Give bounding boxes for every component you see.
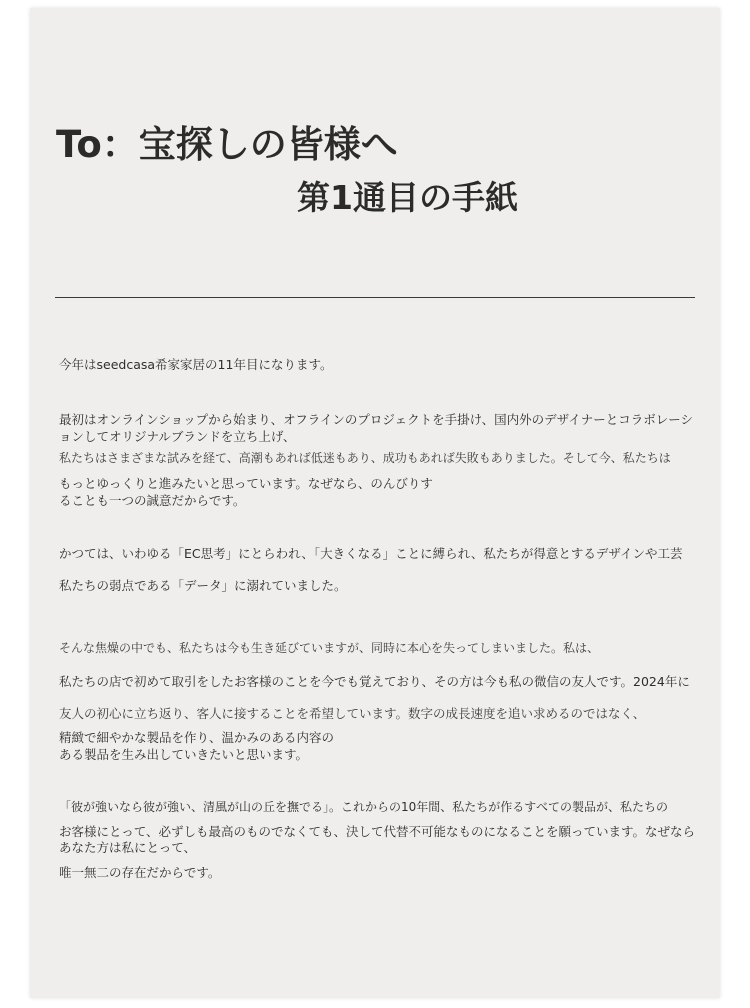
body-line: 「彼が強いなら彼が強い、清風が山の丘を撫でる」。これからの10年間、私たちが作るすべての製品が、私たちの — [59, 800, 669, 814]
body-line: ある製品を生み出していきたいと思います。 — [59, 747, 309, 762]
letter-title: To：宝探しの皆様へ — [56, 123, 398, 166]
body-line: 今年はseedcasa希家家居の11年目になります。 — [59, 357, 333, 372]
body-line: ることも一つの誠意だからです。 — [59, 493, 246, 508]
body-line: お客様にとって、必ずしも最高のものでなくても、決して代替不可能なものになることを願っています。なぜなら — [59, 824, 696, 839]
body-line: 私たちの弱点である「データ」に溺れていました。 — [59, 578, 347, 593]
letter-page — [30, 8, 720, 998]
body-line: 最初はオンラインショップから始まり、オフラインのプロジェクトを手掛け、国内外のデザイナーとコラボレーシ — [59, 412, 693, 427]
body-line: 友人の初心に立ち返り、客人に接することを希望しています。数字の成長速度を追い求めるのではなく、 — [59, 706, 646, 721]
body-line: 精緻で細やかな製品を作り、温かみのある内容の — [59, 730, 335, 745]
body-line: ョンしてオリジナルブランドを立ち上げ、 — [59, 429, 296, 444]
body-line: あなた方は私にとって、 — [59, 840, 197, 855]
body-line: 唯一無二の存在だからです。 — [59, 865, 221, 880]
divider — [55, 297, 695, 298]
body-line: 私たちの店で初めて取引をしたお客様のことを今でも覚えており、その方は今も私の微信の友人です。2024年に — [59, 674, 690, 689]
body-line: 私たちはさまざまな試みを経て、高潮もあれば低迷もあり、成功もあれば失敗もありました。そして今、私たちは — [59, 451, 671, 465]
letter-header — [30, 8, 720, 268]
body-line: もっとゆっくりと進みたいと思っています。なぜなら、のんびりす — [59, 476, 433, 491]
body-line: そんな焦燥の中でも、私たちは今も生き延びていますが、同時に本心を失ってしまいました。私は、 — [59, 641, 600, 655]
letter-subtitle: 第1通目の手紙 — [297, 178, 518, 217]
body-line: かつては、いわゆる「EC思考」にとらわれ、「大きくなる」ことに縛られ、私たちが得意とするデザインや工芸 — [59, 546, 683, 561]
